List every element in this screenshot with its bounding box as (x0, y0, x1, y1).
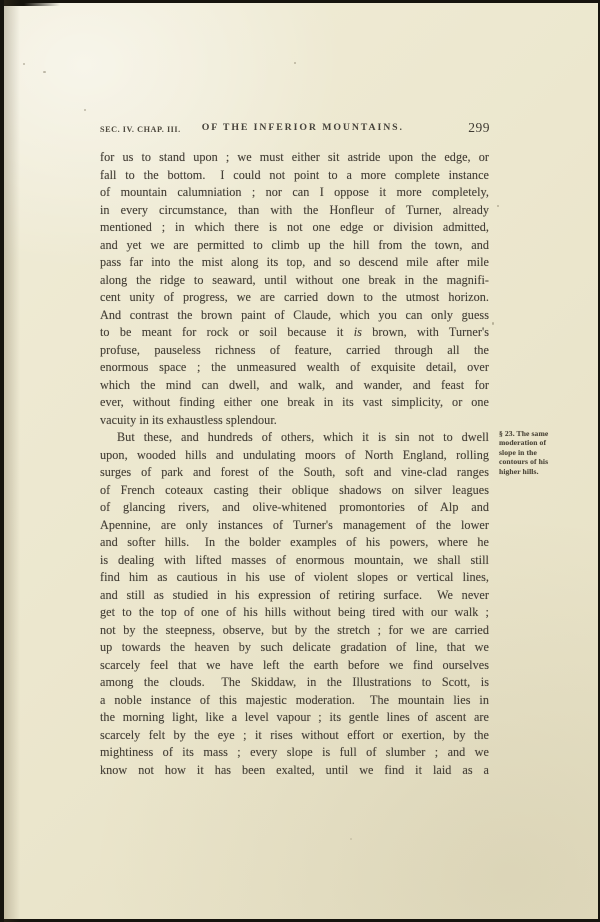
scan-speck (497, 205, 499, 207)
text-line: the morning light, like a level vapour ; its gentle lines of ascent are (100, 710, 489, 724)
scan-speck (492, 322, 494, 325)
text-line: scarcely felt by the eye ; it rises without effort or exertion, by the (100, 727, 489, 742)
text-line: fall to the bottom. I could not point to a more complete instance (100, 167, 489, 182)
sidenote-line: higher hills. (499, 466, 539, 476)
text-line: for us to stand upon ; we must either sit astride upon the edge, or (100, 150, 489, 164)
text-line: enormous space ; the unmeasured wealth of exquisite detail, over (100, 360, 489, 374)
text-line: vacuity in its exhaustless splendour. (100, 412, 277, 427)
text-line: pass far into the mist along its top, and so descend mile after mile (100, 255, 489, 269)
text-line: profuse, pauseless richness of feature, carried through all the (100, 342, 489, 357)
text-line: mightiness of its mass ; every slope is full of slumber ; and we (100, 745, 489, 759)
scan-speck (23, 63, 25, 65)
text-line: among the clouds. The Skiddaw, in the Illustrations to Scott, is (100, 675, 489, 689)
binding-shadow (4, 0, 20, 922)
text-line: surges of park and forest of the South, soft and vine-clad ranges (100, 465, 489, 479)
text-line: along the ridge to seaward, until without one break in the magnifi- (100, 272, 489, 287)
text-line: scarcely feel that we have left the earth before we find ourselves (100, 657, 489, 672)
running-head (100, 120, 490, 138)
text-line: upon, wooded hills and undulating moors of North England, rolling (100, 447, 489, 462)
text-line: of French coteaux casting their oblique shadows on silver leagues (100, 482, 489, 497)
text-line: And contrast the brown paint of Claude, which you can only guess (100, 307, 489, 322)
text-line: not by the steepness, observe, but by the stretch ; for we are carried (100, 622, 489, 637)
text-line: of glancing rivers, and olive-whitened promontories of Alp and (100, 500, 489, 514)
scan-speck (350, 838, 352, 840)
sidenote-line: slope in the (499, 447, 537, 457)
text-line: Apennine, are only instances of Turner's management of the lower (100, 517, 489, 532)
scan-speck (43, 71, 46, 73)
text-line: is dealing with lifted masses of enormous mountain, we shall still (100, 552, 489, 567)
text-line: of mountain calumniation ; nor can I oppose it more completely, (100, 185, 489, 199)
text-line: find him as cautious in his use of violent slopes or vertical lines, (100, 570, 489, 584)
text-line: ever, without finding either one break in its vast simplicity, or one (100, 395, 489, 409)
scan-speck (263, 490, 265, 491)
text-line: which the mind can dwell, and walk, and wander, and feast for (100, 377, 489, 392)
scan-speck (294, 62, 296, 64)
sidenote-line: contours of his (499, 457, 549, 467)
section-label: SEC. IV. CHAP. III. (100, 125, 181, 134)
sidenote-line: moderation of (499, 438, 547, 448)
text-line: up towards the heaven by such delicate gradation of line, that we (100, 640, 489, 654)
text-line: mentioned ; in which there is not one edge or division admitted, (100, 220, 489, 234)
text-line: But these, and hundreds of others, which it is sin not to dwell (117, 430, 489, 444)
sidenote-line: § 23. The same (499, 429, 549, 438)
text-line: in every circumstance, than with the Honfleur of Turner, already (100, 202, 489, 217)
text-line: cent unity of progress, we are carried down to the utmost horizon. (100, 290, 489, 304)
scan-speck (84, 109, 86, 111)
page-number: 299 (468, 120, 490, 135)
sidenote (499, 429, 571, 476)
text-line: and yet we are permitted to climb up the hill from the town, and (100, 237, 489, 252)
scan-edge-top (0, 0, 600, 3)
text-line: know not how it has been exalted, until we find it laid as a (100, 762, 489, 777)
text-block (100, 149, 489, 779)
text-line: get to the top of one of his hills without being tired with our walk ; (100, 605, 489, 619)
text-line: to be meant for rock or soil because it is brown, with Turner's (100, 325, 489, 339)
text-line: a noble instance of this majestic moderation. The mountain lies in (100, 692, 489, 707)
text-line: and still as studied in his expression of retiring surface. We never (100, 587, 489, 602)
text-line: and softer hills. In the bolder examples of his powers, where he (100, 535, 489, 549)
page-title: OF THE INFERIOR MOUNTAINS. (201, 122, 404, 133)
